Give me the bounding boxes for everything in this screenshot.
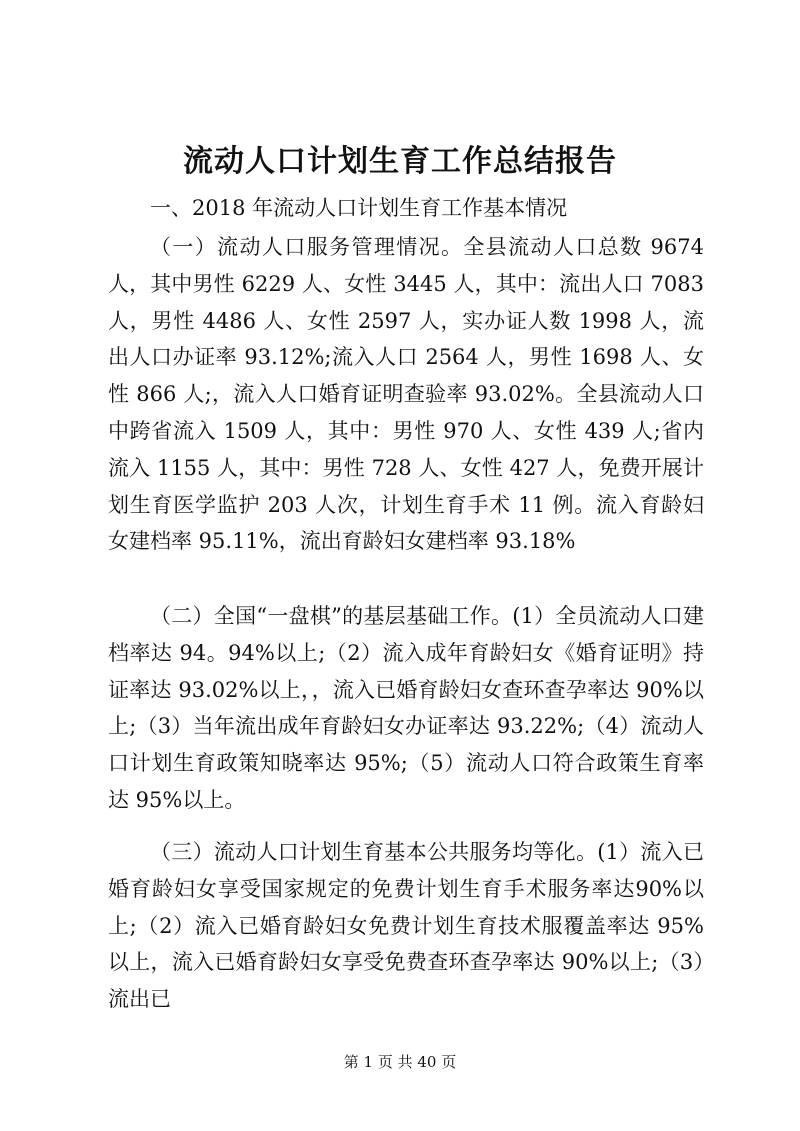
document-title: 流动人口计划生育工作总结报告 [183, 144, 617, 179]
paragraph-1: （一）流动人口服务管理情况。全县流动人口总数 9674 人，其中男性 6229 人、女性 3445 人，其中：流出人口 7083 人，男性 4486 人、女性 2597 人，实办证人数 1998 人，流出人口办证率 93.12%;流入人口 2564 人，男性 1698 人、女性 866 人;，流入人口婚育证明查验率 93.02%。全县流动人口中跨省流入 1509 人，其中：男性 970 人、女性 439 人;省内流入 1155 人，其中：男性 728 人、女性 427 人，免费开展计划生育医学监护 203 人次，计划生育手术 11 例。流入育龄妇女建档率 95.11%，流出育龄妇女建档率 93.18% [108, 235, 704, 554]
page-number-footer: 第 1 页 共 40 页 [343, 1053, 457, 1071]
paragraph-3: （三）流动人口计划生育基本公共服务均等化。(1）流入已婚育龄妇女享受国家规定的免费计划生育手术服务率达90%以上;（2）流入已婚育龄妇女免费计划生育技术服覆盖率达 95%以上，流入已婚育龄妇女享受免费查环查孕率达 90%以上;（3）流出已 [108, 840, 704, 1012]
section-heading: 一、2018 年流动人口计划生育工作基本情况 [150, 196, 568, 220]
paragraph-2: （二）全国“一盘棋”的基层基础工作。(1）全员流动人口建档率达 94。94%以上;（2）流入成年育龄妇女《婚育证明》持证率达 93.02%以上，，流入已婚育龄妇女查环查孕率达 90%以上;（3）当年流出成年育龄妇女办证率达 93.22%;（4）流动人口计划生育政策知晓率达 95%;（5）流动人口符合政策生育率达 95%以上。 [108, 604, 704, 812]
